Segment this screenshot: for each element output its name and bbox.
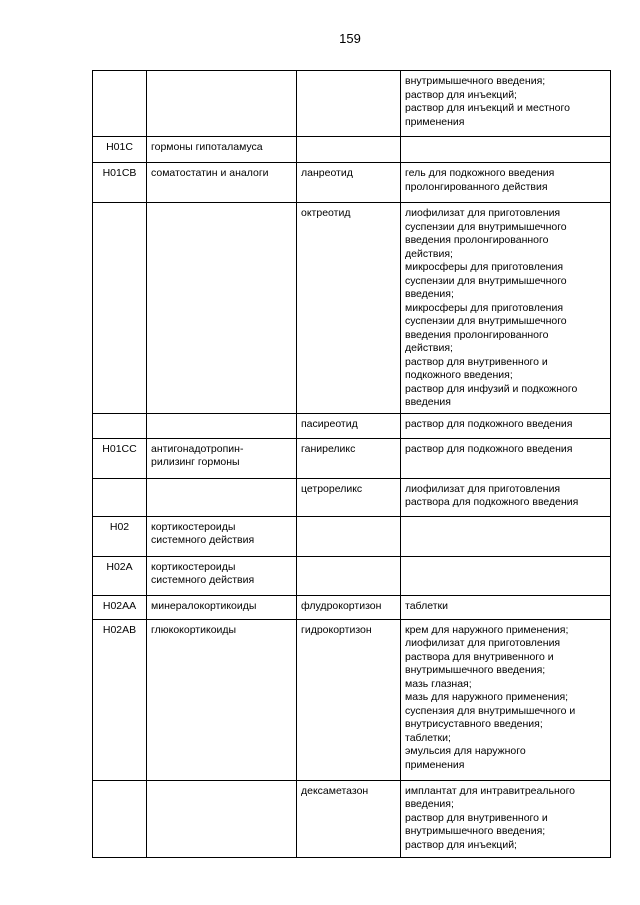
cell-text: глюкокортикоиды [151, 623, 237, 636]
group-name-cell [147, 71, 297, 137]
cell-text: ганиреликс [301, 442, 356, 455]
cell-line: раствора для подкожного введения [405, 496, 579, 508]
cell-line: подкожного введения; [405, 369, 513, 381]
cell-line: суспензии для внутримышечного [405, 220, 567, 233]
cell-line: лиофилизат для приготовления [405, 207, 561, 219]
table-row [93, 478, 611, 516]
group-name-cell [147, 203, 297, 414]
cell-text: H02A [106, 560, 133, 573]
cell-line: раствор для инъекций; [405, 88, 517, 101]
cell-line: мазь для наружного применения; [405, 691, 569, 703]
dosage-forms-cell [401, 413, 611, 438]
cell-line: действия; [405, 342, 453, 354]
cell-line: имплантат для интравитреального [405, 784, 576, 797]
drug-name-cell [297, 619, 401, 780]
cell-line: введения пролонгированного [405, 234, 549, 246]
cell-text: H01CC [102, 442, 137, 455]
atc-code-cell [93, 780, 147, 857]
cell-line: эмульсия для наружного [405, 745, 526, 757]
cell-line: введения; [405, 288, 454, 300]
cell-line: внутримышечного введения; [405, 75, 546, 87]
table-row [93, 516, 611, 556]
group-name-cell [147, 163, 297, 203]
cell-line: суспензии для внутримышечного [405, 274, 567, 287]
group-name-cell [147, 413, 297, 438]
drug-name-cell [297, 438, 401, 478]
cell-line: крем для наружного применения; [405, 623, 569, 636]
drug-name-cell [297, 595, 401, 619]
table-row [93, 203, 611, 414]
dosage-forms-cell [401, 137, 611, 163]
drug-name-cell [297, 413, 401, 438]
cell-text: H02 [109, 520, 130, 533]
table-row [93, 595, 611, 619]
cell-line: микросферы для приготовления [405, 261, 564, 273]
drug-name-cell [297, 137, 401, 163]
dosage-forms-cell [401, 71, 611, 137]
drug-name-cell [297, 556, 401, 595]
cell-text: флудрокортизон [301, 599, 382, 612]
cell-line: раствор для подкожного введения [405, 442, 573, 455]
cell-line: раствора для внутривенного и [405, 650, 554, 663]
dosage-forms-cell [401, 595, 611, 619]
cell-line: рилизинг гормоны [151, 456, 240, 468]
atc-code-cell [93, 595, 147, 619]
dosage-forms-cell [401, 163, 611, 203]
table-row [93, 413, 611, 438]
drug-name-cell [297, 516, 401, 556]
cell-line: суспензии для внутримышечного [405, 315, 567, 327]
atc-code-cell [93, 163, 147, 203]
cell-line: раствор для внутривенного и [405, 811, 548, 824]
table-row [93, 780, 611, 857]
cell-line: раствор для инъекций и местного [405, 102, 570, 114]
atc-code-cell [93, 516, 147, 556]
cell-line: внутримышечного введения; [405, 664, 546, 676]
dosage-forms-cell [401, 203, 611, 414]
cell-text: H02AB [102, 623, 137, 636]
drug-name-cell [297, 203, 401, 414]
dosage-forms-cell [401, 438, 611, 478]
table-row [93, 619, 611, 780]
cell-line: мазь глазная; [405, 677, 472, 690]
cell-line: лиофилизат для приготовления [405, 482, 561, 495]
group-name-cell [147, 619, 297, 780]
group-name-cell [147, 137, 297, 163]
cell-line: введения [405, 396, 451, 408]
cell-text: H01C [106, 141, 133, 153]
atc-code-cell [93, 71, 147, 137]
atc-code-cell [93, 413, 147, 438]
dosage-forms-cell [401, 516, 611, 556]
cell-line: введения; [405, 798, 454, 810]
table-row [93, 438, 611, 478]
page-number: 159 [339, 31, 361, 46]
group-name-cell [147, 516, 297, 556]
cell-line: действия; [405, 247, 453, 260]
drug-name-cell [297, 163, 401, 203]
table-row [93, 163, 611, 203]
atc-code-cell [93, 438, 147, 478]
cell-line: раствор для внутривенного и [405, 355, 548, 368]
cell-text: H01CB [102, 167, 137, 179]
cell-line: раствор для подкожного введения [405, 417, 573, 430]
cell-line: раствор для инфузий и подкожного [405, 382, 578, 395]
cell-text: соматостатин и аналоги [151, 167, 269, 179]
group-name-cell [147, 438, 297, 478]
cell-line: гель для подкожного введения [405, 167, 555, 179]
cell-text: гормоны гипоталамуса [151, 141, 263, 153]
dosage-forms-cell [401, 780, 611, 857]
cell-line: внутримышечного введения; [405, 825, 546, 837]
table-row [93, 137, 611, 163]
table-row [93, 556, 611, 595]
dosage-forms-cell [401, 478, 611, 516]
cell-line: микросферы для приготовления [405, 301, 564, 314]
atc-code-cell [93, 478, 147, 516]
group-name-cell [147, 556, 297, 595]
atc-code-cell [93, 203, 147, 414]
group-name-cell [147, 478, 297, 516]
cell-text: гидрокортизон [301, 623, 372, 636]
cell-text: ланреотид [301, 167, 353, 179]
atc-code-cell [93, 619, 147, 780]
atc-code-cell [93, 137, 147, 163]
dosage-forms-cell [401, 619, 611, 780]
cell-line: кортикостероиды [151, 520, 236, 533]
cell-line: применения [405, 115, 465, 128]
drug-table [92, 70, 611, 858]
group-name-cell [147, 780, 297, 857]
cell-line: применения [405, 758, 465, 771]
cell-line: внутрисуставного введения; [405, 718, 543, 730]
cell-line: таблетки; [405, 731, 451, 744]
table-row [93, 71, 611, 137]
cell-line: пролонгированного действия [405, 180, 548, 193]
cell-line: введения пролонгированного [405, 328, 549, 341]
group-name-cell [147, 595, 297, 619]
cell-text: цетрореликс [301, 482, 363, 495]
cell-line: кортикостероиды [151, 560, 236, 573]
cell-text: минералокортикоиды [151, 599, 257, 612]
drug-name-cell [297, 71, 401, 137]
dosage-forms-cell [401, 556, 611, 595]
cell-text: дексаметазон [301, 784, 369, 797]
drug-name-cell [297, 780, 401, 857]
cell-text: H02AA [102, 599, 137, 612]
atc-code-cell [93, 556, 147, 595]
cell-line: системного действия [151, 574, 255, 586]
cell-line: системного действия [151, 534, 255, 546]
cell-line: антигонадотропин- [151, 442, 244, 455]
cell-text: октреотид [301, 207, 351, 219]
cell-line: таблетки [405, 599, 448, 612]
cell-line: раствор для инъекций; [405, 838, 517, 851]
cell-line: суспензия для внутримышечного и [405, 704, 576, 717]
cell-text: пасиреотид [301, 417, 358, 430]
drug-name-cell [297, 478, 401, 516]
cell-line: лиофилизат для приготовления [405, 637, 561, 649]
